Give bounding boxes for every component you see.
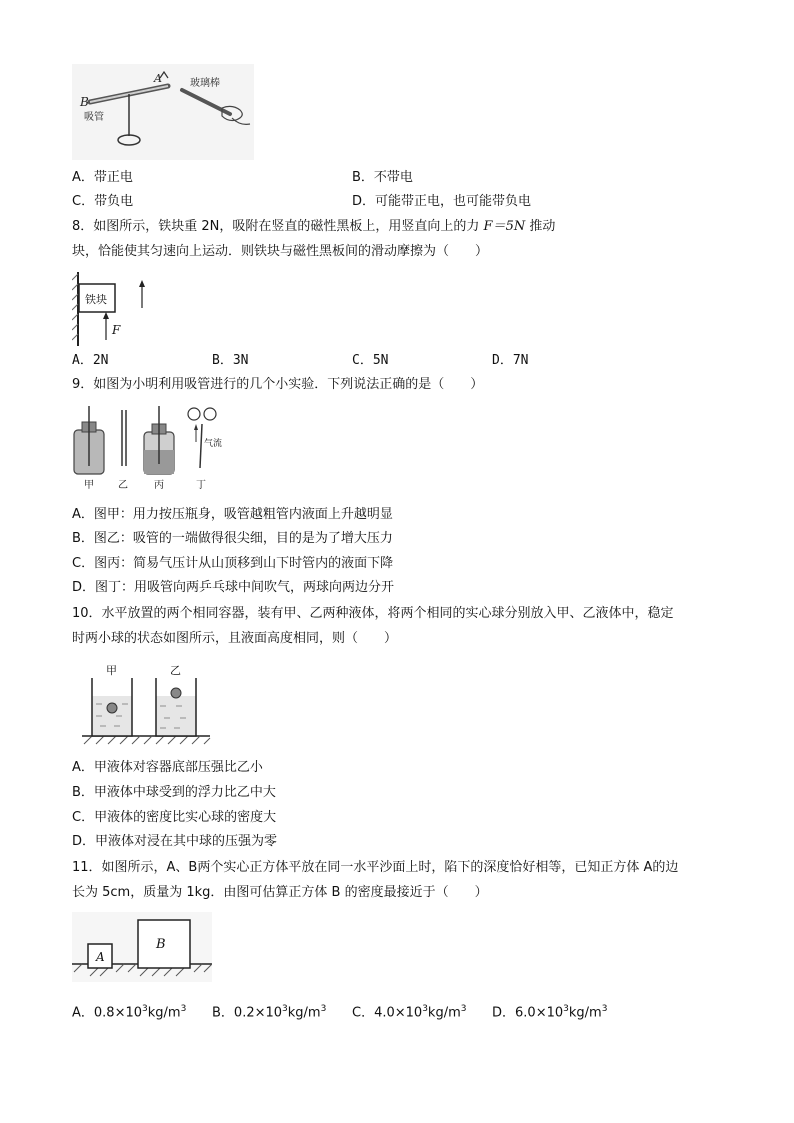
- label-jia: 甲: [84, 480, 94, 491]
- label-yi: 乙: [118, 480, 128, 491]
- q10-figure: [72, 660, 212, 746]
- cubes-on-sand-diagram: [72, 912, 212, 982]
- q11-stem-line2: 长为 5cm，质量为 1kg．由图可估算正方体 B 的密度最接近于（ ）: [72, 885, 488, 900]
- q9-option-b[interactable]: B．图乙：吸管的一端做得很尖细，目的是为了增大压力: [72, 531, 393, 546]
- q11-option-a-letter: A．: [72, 1005, 94, 1021]
- q11-option-c-letter: C．: [352, 1005, 375, 1021]
- q11-option-d[interactable]: [492, 999, 607, 1023]
- q11-option-d-unit: kg/m: [568, 1005, 602, 1021]
- q10-option-d[interactable]: D．甲液体对浸在其中球的压强为零: [72, 834, 278, 849]
- iron-block-diagram: [72, 270, 152, 348]
- q11-option-c-exp: 3: [422, 1004, 428, 1014]
- cube-a-label: A: [96, 950, 105, 964]
- q11-option-b-unit: kg/m: [287, 1005, 321, 1021]
- q7-figure: [72, 64, 254, 160]
- label-a: A: [154, 72, 162, 85]
- q8-figure: [72, 270, 152, 348]
- iron-block-label: 铁块: [85, 293, 107, 306]
- q11-stem-line1: 11．如图所示，A、B两个实心正方体平放在同一水平沙面上时，陷下的深度恰好相等，已知正方体 A的边: [72, 860, 679, 875]
- container-right-label: 乙: [170, 664, 181, 677]
- q11-option-d-unit-exp: 3: [601, 1004, 608, 1014]
- q7-option-c[interactable]: C．带负电: [72, 194, 134, 209]
- q10-option-a[interactable]: A．甲液体对容器底部压强比乙小: [72, 760, 263, 775]
- q11-option-a-coef: 0.8×10: [93, 1005, 143, 1021]
- q11-option-c-unit-exp: 3: [460, 1004, 467, 1014]
- q10-option-c[interactable]: C．甲液体的密度比实心球的密度大: [72, 810, 277, 825]
- q11-option-c[interactable]: [352, 999, 466, 1023]
- straw-experiments-diagram: [72, 402, 228, 494]
- label-b: B: [80, 95, 89, 109]
- q8-option-d[interactable]: D．7N: [492, 353, 529, 368]
- q8-stem-line2: 块，恰能使其匀速向上运动．则铁块与磁性黑板间的滑动摩擦为（ ）: [72, 244, 489, 259]
- q11-option-c-coef: 4.0×10: [374, 1005, 423, 1021]
- q11-option-b-letter: B．: [212, 1005, 234, 1021]
- q9-figure: [72, 402, 228, 494]
- q9-stem: 9．如图为小明利用吸管进行的几个小实验．下列说法正确的是（ ）: [72, 377, 484, 392]
- q8-stem-math: F＝5N: [483, 219, 526, 234]
- q8-option-c[interactable]: C．5N: [352, 353, 389, 368]
- container-left-label: 甲: [106, 664, 117, 677]
- q8-stem-post: 推动: [529, 219, 556, 234]
- q11-option-d-exp: 3: [563, 1004, 569, 1014]
- q9-option-a[interactable]: A．图甲：用力按压瓶身，吸管越粗管内液面上升越明显: [72, 507, 393, 522]
- q9-option-d[interactable]: D．图丁：用吸管向两乒乓球中间吹气，两球向两边分开: [72, 580, 395, 595]
- label-glass-rod: 玻璃棒: [190, 78, 220, 89]
- cube-b-label: B: [156, 937, 166, 952]
- q11-option-a-unit: kg/m: [147, 1005, 181, 1021]
- force-label: F: [112, 323, 121, 337]
- q11-option-a[interactable]: [72, 999, 186, 1023]
- q11-option-d-letter: D．: [492, 1005, 516, 1021]
- q8-option-b[interactable]: B．3N: [212, 353, 249, 368]
- q11-option-c-unit: kg/m: [427, 1005, 461, 1021]
- straw-glass-rod-diagram: [72, 64, 254, 160]
- q7-option-a[interactable]: A．带正电: [72, 170, 133, 185]
- q11-option-a-unit-exp: 3: [180, 1004, 187, 1014]
- q11-option-b[interactable]: [212, 999, 326, 1023]
- q11-figure: [72, 912, 212, 982]
- two-containers-diagram: [72, 660, 212, 746]
- q11-option-d-coef: 6.0×10: [515, 1005, 564, 1021]
- q9-option-c[interactable]: C．图丙：简易气压计从山顶移到山下时管内的液面下降: [72, 556, 394, 571]
- q8-stem-pre: 8．如图所示，铁块重 2N，吸附在竖直的磁性黑板上，用竖直向上的力: [72, 219, 480, 234]
- label-bing: 丙: [154, 480, 164, 491]
- q10-stem-line2: 时两小球的状态如图所示，且液面高度相同，则（ ）: [72, 631, 398, 646]
- q7-option-b[interactable]: B．不带电: [352, 170, 413, 185]
- label-straw: 吸管: [84, 112, 104, 123]
- q7-option-d[interactable]: D．可能带正电，也可能带负电: [352, 194, 532, 209]
- airflow-label: 气流: [204, 439, 223, 449]
- q11-option-a-exp: 3: [142, 1004, 148, 1014]
- q11-option-b-exp: 3: [282, 1004, 288, 1014]
- label-ding: 丁: [196, 480, 206, 491]
- q11-option-b-coef: 0.2×10: [233, 1005, 283, 1021]
- q11-option-b-unit-exp: 3: [320, 1004, 327, 1014]
- q8-option-a[interactable]: A．2N: [72, 353, 109, 368]
- q10-stem-line1: 10．水平放置的两个相同容器，装有甲、乙两种液体，将两个相同的实心球分别放入甲、乙液体中，稳定: [72, 606, 674, 621]
- q8-stem-line1: [72, 217, 555, 237]
- q10-option-b[interactable]: B．甲液体中球受到的浮力比乙中大: [72, 785, 276, 800]
